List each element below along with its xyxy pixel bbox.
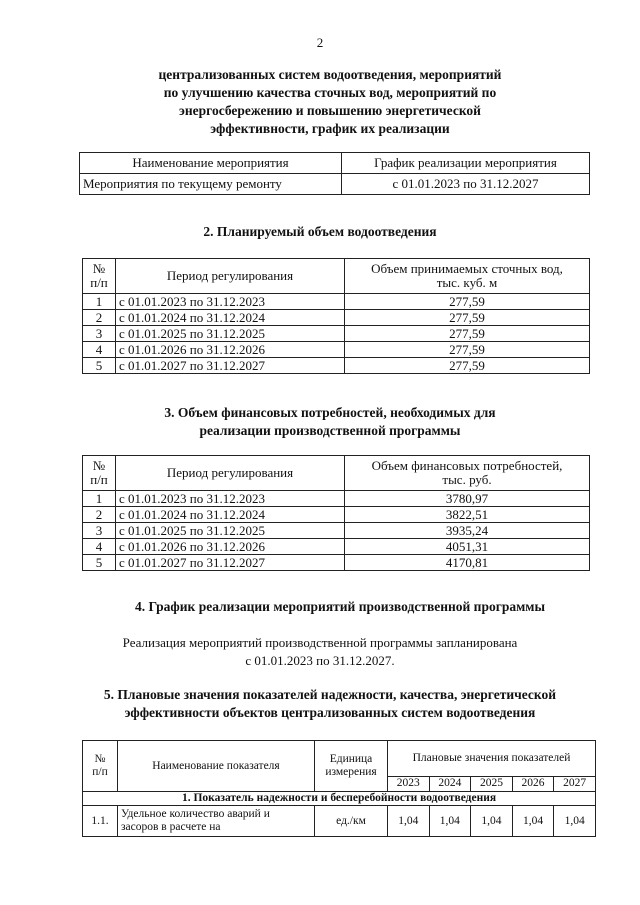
amount-cell: 3780,97	[345, 491, 590, 507]
header-schedule: График реализации мероприятия	[342, 153, 590, 174]
text-line: Реализация мероприятий производственной программы запланирована	[122, 635, 518, 650]
table-row	[83, 539, 590, 555]
header-number	[83, 741, 118, 792]
table-row	[83, 523, 590, 539]
header-year: 2025	[471, 776, 513, 791]
table-row	[83, 358, 590, 374]
group-title: 1. Показатель надежности и бесперебойности водоотведения	[83, 792, 596, 806]
section4-title: 4. График реализации мероприятий производственной программы	[134, 599, 546, 614]
heading-line: централизованных систем водоотведения, мероприятий	[158, 67, 502, 82]
amount-cell: 3822,51	[345, 507, 590, 523]
header-line: тыс. куб. м	[436, 275, 498, 290]
value-cell: 1,04	[512, 806, 554, 837]
header-unit	[315, 741, 388, 792]
section5-title	[60, 686, 600, 722]
period-cell: с 01.01.2024 по 31.12.2024	[116, 310, 345, 326]
header-year: 2026	[512, 776, 554, 791]
activity-name-cell: Мероприятия по текущему ремонту	[80, 174, 342, 195]
wastewater-volume-table	[82, 258, 590, 374]
row-number: 3	[83, 326, 116, 342]
table-group-row	[83, 792, 596, 806]
header-activity-name: Наименование мероприятия	[80, 153, 342, 174]
table-row	[83, 806, 596, 837]
amount-cell: 4170,81	[345, 555, 590, 571]
heading-line: 3. Объем финансовых потребностей, необходимых для	[164, 405, 496, 420]
header-line: п/п	[90, 472, 108, 487]
unit-cell: ед./км	[315, 806, 388, 837]
row-number: 1	[83, 491, 116, 507]
header-financial	[345, 456, 590, 491]
financial-needs-table	[82, 455, 590, 571]
section4-text	[0, 634, 640, 670]
table-header-row	[80, 153, 590, 174]
row-number: 3	[83, 523, 116, 539]
section2-title: 2. Планируемый объем водоотведения	[203, 224, 437, 239]
value-cell: 1,04	[471, 806, 513, 837]
value-cell: 1,04	[554, 806, 596, 837]
heading-line: реализации производственной программы	[199, 423, 461, 438]
amount-cell: 3935,24	[345, 523, 590, 539]
table-row	[83, 342, 590, 358]
heading-line: по улучшению качества сточных вод, мероприятий по	[163, 85, 497, 100]
header-planned-values: Плановые значения показателей	[388, 741, 596, 777]
cell-line: Удельное количество аварий и	[121, 808, 270, 820]
table-row	[80, 174, 590, 195]
schedule-cell: с 01.01.2023 по 31.12.2027	[342, 174, 590, 195]
header-year: 2023	[388, 776, 430, 791]
heading-line: энергосбережению и повышению энергетической	[179, 103, 481, 118]
header-indicator-name: Наименование показателя	[118, 741, 315, 792]
period-cell: с 01.01.2025 по 31.12.2025	[116, 326, 345, 342]
volume-cell: 277,59	[345, 358, 590, 374]
table-row	[83, 310, 590, 326]
row-number: 1.1.	[83, 806, 118, 837]
section1-heading	[70, 66, 590, 138]
volume-cell: 277,59	[345, 310, 590, 326]
period-cell: с 01.01.2025 по 31.12.2025	[116, 523, 345, 539]
header-number	[83, 456, 116, 491]
volume-cell: 277,59	[345, 294, 590, 310]
page-number: 2	[316, 35, 324, 50]
indicator-name-cell	[118, 806, 315, 837]
section3-title	[70, 404, 590, 440]
row-number: 1	[83, 294, 116, 310]
row-number: 5	[83, 358, 116, 374]
period-cell: с 01.01.2027 по 31.12.2027	[116, 358, 345, 374]
header-number	[83, 259, 116, 294]
header-line: №	[92, 458, 106, 473]
header-year: 2024	[429, 776, 471, 791]
header-period: Период регулирования	[116, 259, 345, 294]
period-cell: с 01.01.2023 по 31.12.2023	[116, 294, 345, 310]
table-header-row	[83, 741, 596, 777]
table-row	[83, 555, 590, 571]
indicators-table	[82, 740, 596, 837]
period-cell: с 01.01.2024 по 31.12.2024	[116, 507, 345, 523]
header-line: №	[94, 753, 106, 765]
header-line: Единица	[329, 753, 373, 765]
text-line: с 01.01.2023 по 31.12.2027.	[245, 653, 395, 668]
amount-cell: 4051,31	[345, 539, 590, 555]
header-line: измерения	[325, 766, 377, 778]
header-line: Объем принимаемых сточных вод,	[371, 261, 563, 276]
header-line: п/п	[92, 766, 108, 778]
period-cell: с 01.01.2027 по 31.12.2027	[116, 555, 345, 571]
row-number: 5	[83, 555, 116, 571]
cell-line: засоров в расчете на	[121, 821, 221, 833]
value-cell: 1,04	[388, 806, 430, 837]
heading-line: 5. Плановые значения показателей надежности, качества, энергетической	[103, 687, 557, 702]
table-row	[83, 491, 590, 507]
header-line: тыс. руб.	[442, 472, 492, 487]
header-line: п/п	[90, 275, 108, 290]
header-period: Период регулирования	[116, 456, 345, 491]
table-row	[83, 294, 590, 310]
row-number: 2	[83, 310, 116, 326]
period-cell: с 01.01.2026 по 31.12.2026	[116, 539, 345, 555]
table-row	[83, 326, 590, 342]
period-cell: с 01.01.2023 по 31.12.2023	[116, 491, 345, 507]
row-number: 4	[83, 539, 116, 555]
header-line: №	[92, 261, 106, 276]
row-number: 4	[83, 342, 116, 358]
activities-table	[79, 152, 590, 195]
volume-cell: 277,59	[345, 342, 590, 358]
table-row	[83, 507, 590, 523]
period-cell: с 01.01.2026 по 31.12.2026	[116, 342, 345, 358]
table-header-row	[83, 259, 590, 294]
heading-line: эффективности объектов централизованных систем водоотведения	[124, 705, 536, 720]
volume-cell: 277,59	[345, 326, 590, 342]
row-number: 2	[83, 507, 116, 523]
header-line: Объем финансовых потребностей,	[371, 458, 563, 473]
header-volume	[345, 259, 590, 294]
table-header-row	[83, 456, 590, 491]
value-cell: 1,04	[429, 806, 471, 837]
header-year: 2027	[554, 776, 596, 791]
heading-line: эффективности, график их реализации	[210, 121, 450, 136]
